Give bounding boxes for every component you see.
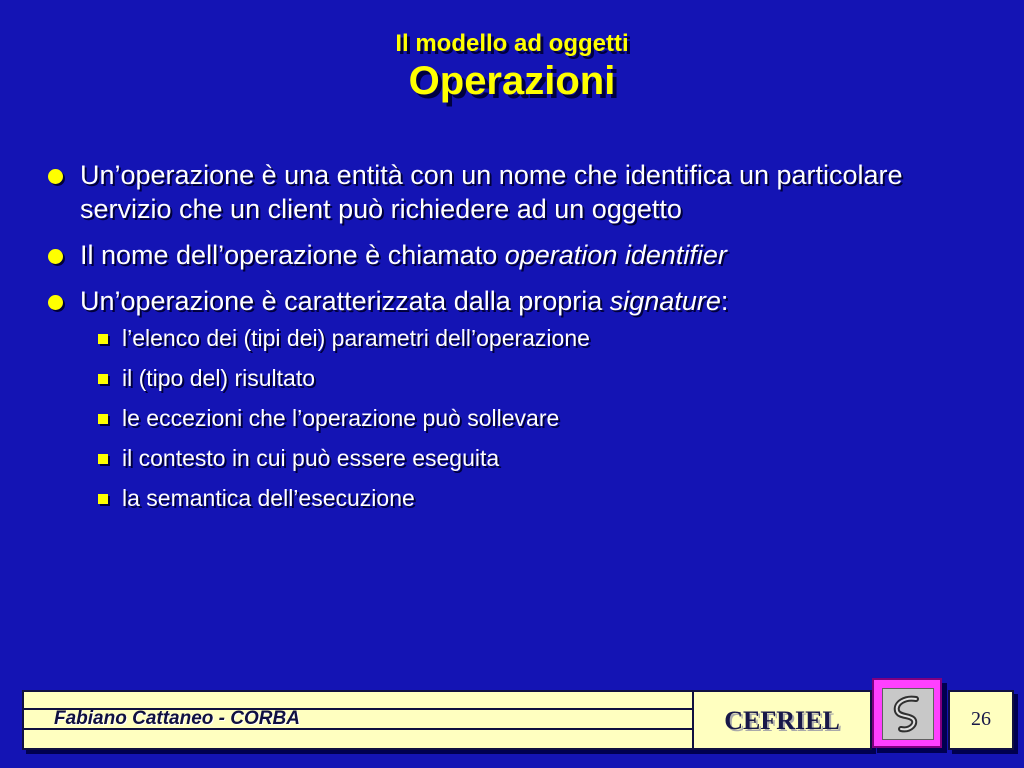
bullet-dot-icon (48, 249, 63, 264)
sub-bullet-text: il contesto in cui può essere eseguita (122, 445, 500, 471)
slide-header (0, 30, 1024, 104)
bullet-italic-term: operation identifier (504, 240, 727, 270)
bullet-item (46, 158, 986, 226)
bullet-italic-term: signature (609, 286, 721, 316)
logo-plate (882, 688, 934, 740)
bullet-square-icon (98, 414, 108, 424)
logo-swirl-icon (883, 689, 933, 739)
sub-bullet-text: le eccezioni che l’operazione può sollevare (122, 405, 560, 431)
sub-bullet-text: il (tipo del) risultato (122, 365, 316, 391)
slide-title: Operazioni (408, 59, 616, 103)
page-number-box (948, 690, 1014, 750)
bullet-text: Un’operazione è caratterizzata dalla propria (80, 286, 610, 316)
bullet-square-icon (98, 334, 108, 344)
sub-bullet-item (46, 364, 986, 392)
bullet-item (46, 238, 986, 272)
bullet-dot-icon (48, 169, 63, 184)
bullet-square-icon (98, 374, 108, 384)
slide-subtitle: Il modello ad oggetti (395, 30, 629, 57)
sub-bullet-text: la semantica dell’esecuzione (122, 485, 415, 511)
sub-bullet-text: l’elenco dei (tipi dei) parametri dell’operazione (122, 325, 590, 351)
bullet-item (46, 284, 986, 318)
page-number: 26 (971, 708, 991, 730)
brand-box (692, 690, 872, 750)
brand-name: CEFRIEL (724, 706, 840, 735)
cefriel-logo-icon (872, 678, 942, 748)
sub-bullet-list (46, 324, 986, 512)
bullet-square-icon (98, 494, 108, 504)
sub-bullet-item (46, 404, 986, 432)
bullet-suffix: : (720, 286, 729, 316)
bullet-text: Un’operazione è una entità con un nome che identifica un particolare servizio che un client può richiedere ad un oggetto (80, 160, 903, 224)
bullet-list (46, 158, 986, 524)
bullet-square-icon (98, 454, 108, 464)
sub-bullet-item (46, 444, 986, 472)
sub-bullet-item (46, 484, 986, 512)
footer-author: Fabiano Cattaneo - CORBA (54, 708, 300, 729)
bullet-dot-icon (48, 295, 63, 310)
bullet-text: Il nome dell’operazione è chiamato (80, 240, 505, 270)
sub-bullet-item (46, 324, 986, 352)
